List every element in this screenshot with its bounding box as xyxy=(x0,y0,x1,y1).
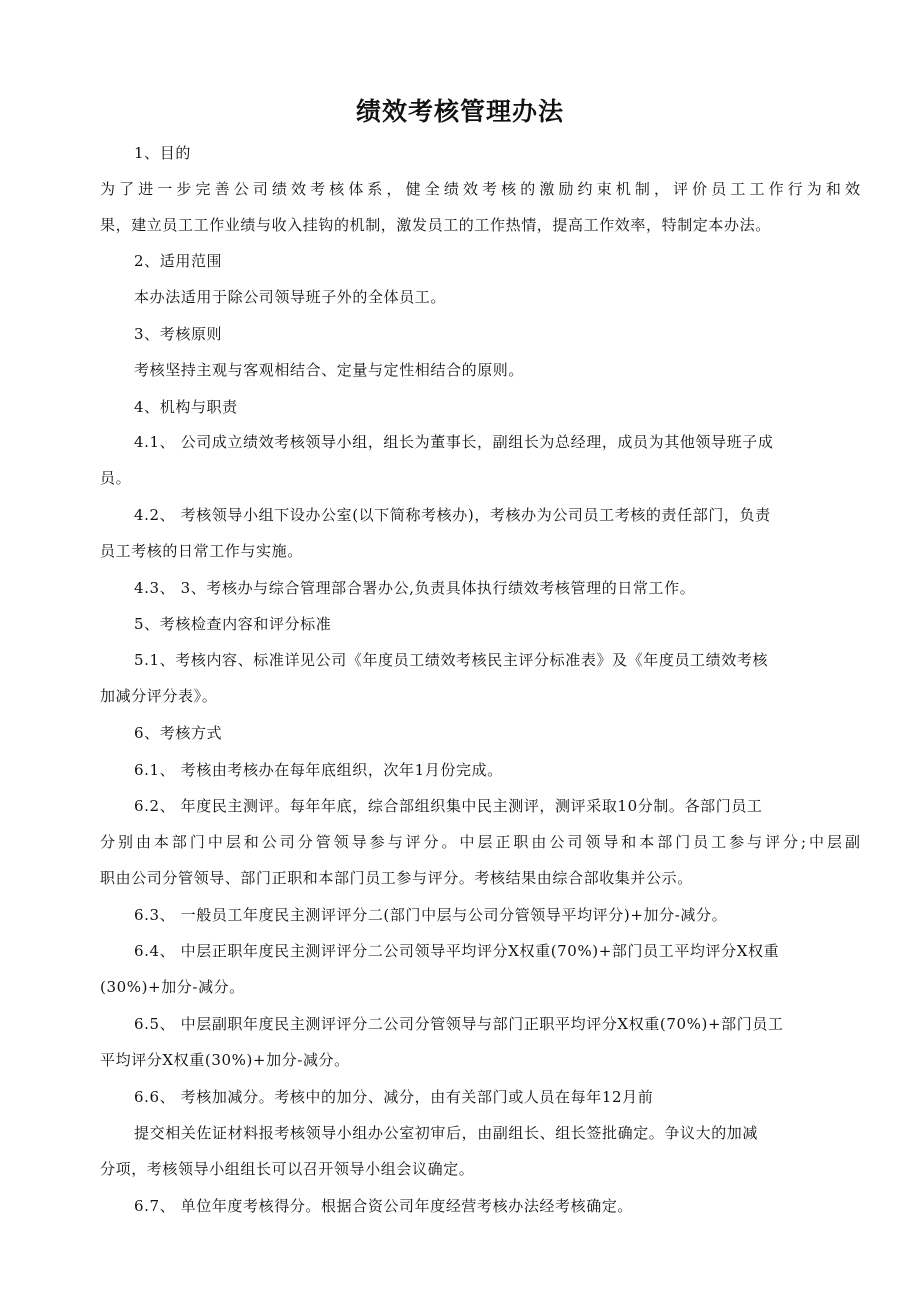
paragraph-line: 4.1、 公司成立绩效考核领导小组，组长为董事长，副组长为总经理，成员为其他领导班子成 xyxy=(134,433,774,451)
paragraph-line: 6.1、 考核由考核办在每年底组织，次年1月份完成。 xyxy=(134,761,503,779)
paragraph-line: 分项，考核领导小组组长可以召开领导小组会议确定。 xyxy=(100,1160,475,1178)
section-heading: 3、考核原则 xyxy=(134,325,223,343)
paragraph-line: 6.4、 中层正职年度民主测评评分二公司领导平均评分X权重(70%)+部门员工平均评分X权重 xyxy=(134,942,780,960)
paragraph-line: 6.5、 中层副职年度民主测评评分二公司分管领导与部门正职平均评分X权重(70%)+部门员工 xyxy=(134,1015,784,1033)
section-heading: 4、机构与职责 xyxy=(134,398,238,416)
paragraph-line: 职由公司分管领导、部门正职和本部门员工参与评分。考核结果由综合部收集并公示。 xyxy=(100,869,693,887)
document-title: 绩效考核管理办法 xyxy=(355,97,564,126)
paragraph-line: 考核坚持主观与客观相结合、定量与定性相结合的原则。 xyxy=(134,361,525,379)
paragraph-line: 果，建立员工工作业绩与收入挂钩的机制，激发员工的工作热情，提高工作效率，特制定本办法。 xyxy=(100,216,771,234)
section-heading: 6、考核方式 xyxy=(134,724,223,742)
paragraph-line: (30%)+加分-减分。 xyxy=(100,978,245,996)
paragraph-line: 6.3、 一般员工年度民主测评评分二(部门中层与公司分管领导平均评分)+加分-减分。 xyxy=(134,906,728,924)
paragraph-line: 平均评分X权重(30%)+加分-减分。 xyxy=(100,1051,350,1069)
paragraph-line: 员工考核的日常工作与实施。 xyxy=(100,542,303,560)
paragraph-line: 5.1、考核内容、标准详见公司《年度员工绩效考核民主评分标准表》及《年度员工绩效考核 xyxy=(134,651,769,669)
paragraph-line: 本办法适用于除公司领导班子外的全体员工。 xyxy=(134,288,447,306)
paragraph-line: 提交相关佐证材料报考核领导小组办公室初审后，由副组长、组长签批确定。争议大的加减 xyxy=(134,1124,759,1142)
paragraph-line: 6.6、 考核加减分。考核中的加分、减分，由有关部门或人员在每年12月前 xyxy=(134,1088,654,1106)
paragraph-line: 分别由本部门中层和公司分管领导参与评分。中层正职由公司领导和本部门员工参与评分;中层副 xyxy=(100,833,860,851)
paragraph-line: 加减分评分表》。 xyxy=(100,687,218,705)
paragraph-line: 员。 xyxy=(100,469,132,487)
paragraph-line: 为了进一步完善公司绩效考核体系，健全绩效考核的激励约束机制，评价员工工作行为和效 xyxy=(100,180,860,198)
section-heading: 5、考核检查内容和评分标准 xyxy=(134,615,332,633)
paragraph-line: 4.3、 3、考核办与综合管理部合署办公,负责具体执行绩效考核管理的日常工作。 xyxy=(134,579,696,597)
paragraph-line: 6.7、 单位年度考核得分。根据合资公司年度经营考核办法经考核确定。 xyxy=(134,1197,634,1215)
section-heading: 2、适用范围 xyxy=(134,252,223,270)
paragraph-line: 4.2、 考核领导小组下设办公室(以下简称考核办)，考核办为公司员工考核的责任部门，负责 xyxy=(134,506,771,524)
paragraph-line: 6.2、 年度民主测评。每年年底，综合部组织集中民主测评，测评采取10分制。各部门员工 xyxy=(134,797,763,815)
section-heading: 1、目的 xyxy=(134,144,191,162)
